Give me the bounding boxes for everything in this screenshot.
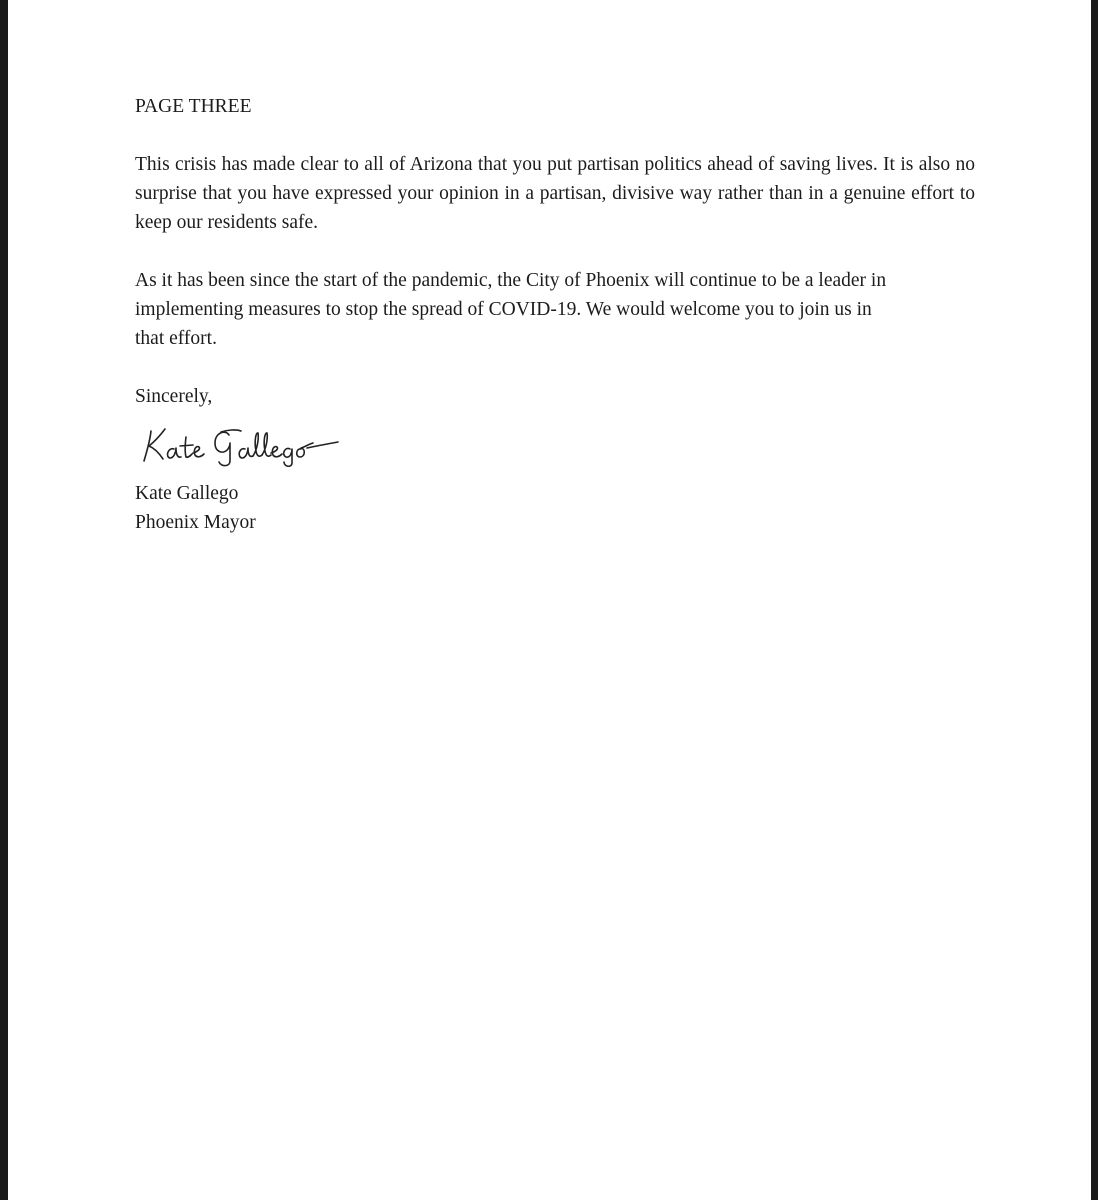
right-border xyxy=(1091,0,1098,1200)
left-border xyxy=(0,0,8,1200)
paragraph-2-line-1: As it has been since the start of the pandemic, the City of Phoenix will continue to be a leader in xyxy=(135,270,887,291)
signer-title: Phoenix Mayor xyxy=(135,512,256,533)
signature xyxy=(141,417,341,467)
paragraph-2-line-2: implementing measures to stop the spread of COVID-19. We would welcome you to join us in xyxy=(135,299,872,320)
paragraph-2-line-3: that effort. xyxy=(135,328,217,349)
paragraph-1: This crisis has made clear to all of Arizona that you put partisan politics ahead of saving lives. It is also no surprise that you have expressed your opinion in a partisan, divisive way rather than in a genuine effort to keep our residents safe. xyxy=(135,154,975,233)
closing: Sincerely, xyxy=(135,386,213,407)
letter-page xyxy=(8,0,1091,1200)
letter-body xyxy=(135,92,975,537)
page-label: PAGE THREE xyxy=(135,96,252,117)
signer-block xyxy=(135,479,975,537)
paragraph-2 xyxy=(135,266,975,353)
signer-name: Kate Gallego xyxy=(135,483,239,504)
